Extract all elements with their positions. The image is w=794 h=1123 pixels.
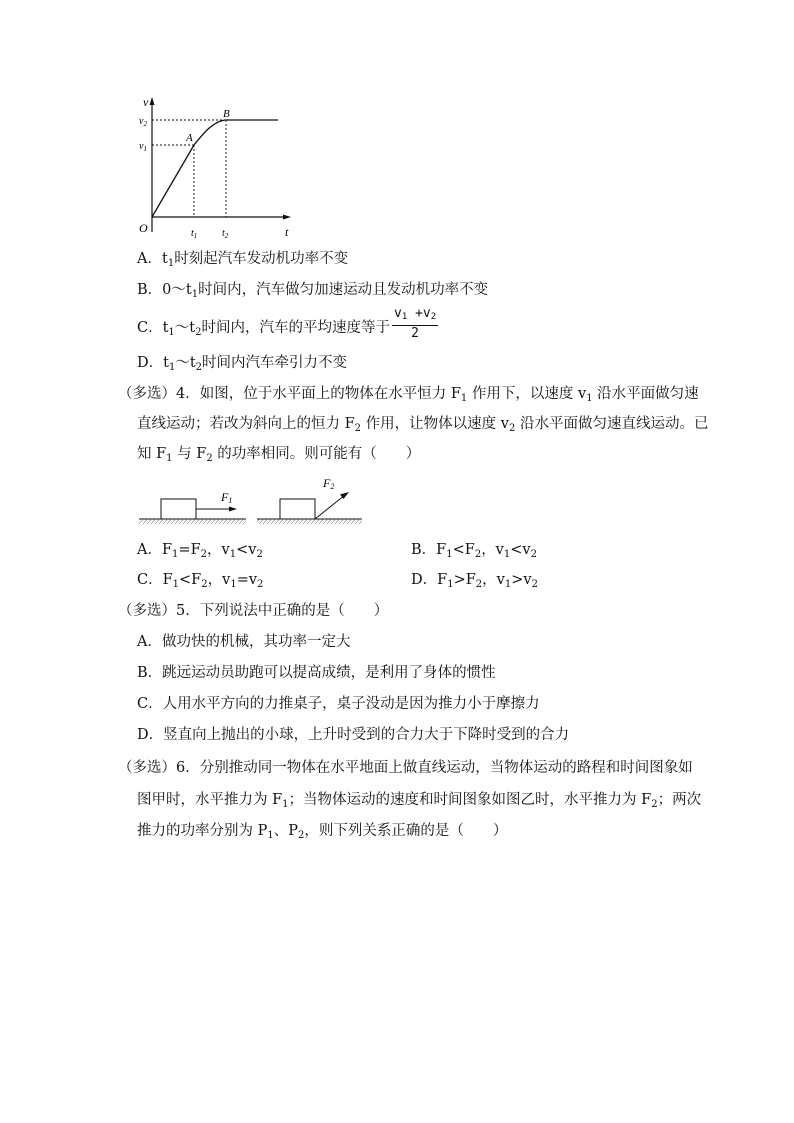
q4-stem-line1: （多选）4．如图，位于水平面上的物体在水平恒力 $F_1$ 作用下，以速度 $v_1$ 沿水平面做匀速: [118, 386, 699, 404]
q3-option-a: A．$t_1$时刻起汽车发动机功率不变: [137, 251, 349, 269]
q6-stem-line1: （多选）6．分别推动同一物体在水平地面上做直线运动，当物体运动的路程和时间图象如: [118, 760, 693, 776]
label-t2: $t_2$: [222, 228, 229, 240]
q5-option-c: C．人用水平方向的力推桌子，桌子没动是因为推力小于摩擦力: [137, 696, 540, 712]
label-v1: $v_1$: [139, 141, 147, 153]
force-f2-arrow: [315, 495, 345, 519]
q5-option-a: A．做功快的机械，其功率一定大: [137, 634, 351, 650]
q5-option-b: B．跳远运动员助跑可以提高成绩，是利用了身体的惯性: [137, 665, 496, 681]
ground-hatch-left: [139, 519, 246, 524]
q4-stem-line2: 直线运动；若改为斜向上的恒力 $F_2$ 作用，让物体以速度 $v_2$ 沿水平面做匀速直线运动。已: [137, 416, 709, 434]
label-point-b: B: [223, 108, 230, 120]
block-left: [161, 499, 196, 519]
label-t-axis: t: [285, 225, 289, 239]
label-origin: O: [139, 221, 148, 235]
q4-option-d: D．$F_1>F_2$，$v_1>v_2$: [411, 572, 538, 590]
label-f1: F1: [221, 490, 233, 505]
q6-stem-line2: 图甲时，水平推力为 $F_1$；当物体运动的速度和时间图象如图乙时，水平推力为 $F_2$；两次: [137, 792, 702, 810]
q4-option-c: C．$F_1<F_2$，$v_1=v_2$: [137, 572, 264, 590]
q4-option-a: A．$F_1=F_2$，$v_1<v_2$: [137, 542, 263, 560]
q4-option-b: B．$F_1<F_2$，$v_1<v_2$: [411, 542, 537, 560]
label-f2: F2: [323, 476, 335, 491]
force-f1-arrowhead: [229, 507, 237, 512]
t-axis-arrow: [283, 215, 291, 220]
q6-stem-line3: 推力的功率分别为 $P_1$、$P_2$，则下列关系正确的是（ ）: [137, 823, 508, 841]
label-v-axis: v: [143, 95, 149, 109]
q4-stem-line3: 知 $F_1$ 与 $F_2$ 的功率相同。则可能有（ ）: [137, 446, 421, 464]
velocity-curve: [152, 120, 278, 217]
q3-option-c: C．$t_1\sim t_2$时间内，汽车的平均速度等于 $\frac{v_1 +v_2}{2}$: [137, 306, 437, 341]
average-velocity-fraction: $\frac{v_1 +v_2}{2}$: [394, 306, 437, 341]
v-axis-arrow: [150, 97, 155, 105]
q5-stem: （多选）5．下列说法中正确的是（ ）: [118, 603, 389, 619]
label-point-a: A: [186, 132, 193, 144]
q3-option-b: B．$0\sim t_1$时间内，汽车做匀加速运动且发动机功率不变: [137, 282, 489, 300]
block-right: [280, 499, 315, 519]
ground-hatch-right: [257, 519, 362, 524]
q5-option-d: D．竖直向上抛出的小球，上升时受到的合力大于下降时受到的合力: [137, 727, 570, 743]
velocity-time-graph: [0, 0, 794, 250]
q3-option-d: D．$t_1\sim t_2$时间内汽车牵引力不变: [137, 355, 348, 373]
label-t1: $t_1$: [191, 228, 198, 240]
force-diagram: [0, 475, 794, 535]
label-v2: $v_2$: [139, 116, 147, 128]
